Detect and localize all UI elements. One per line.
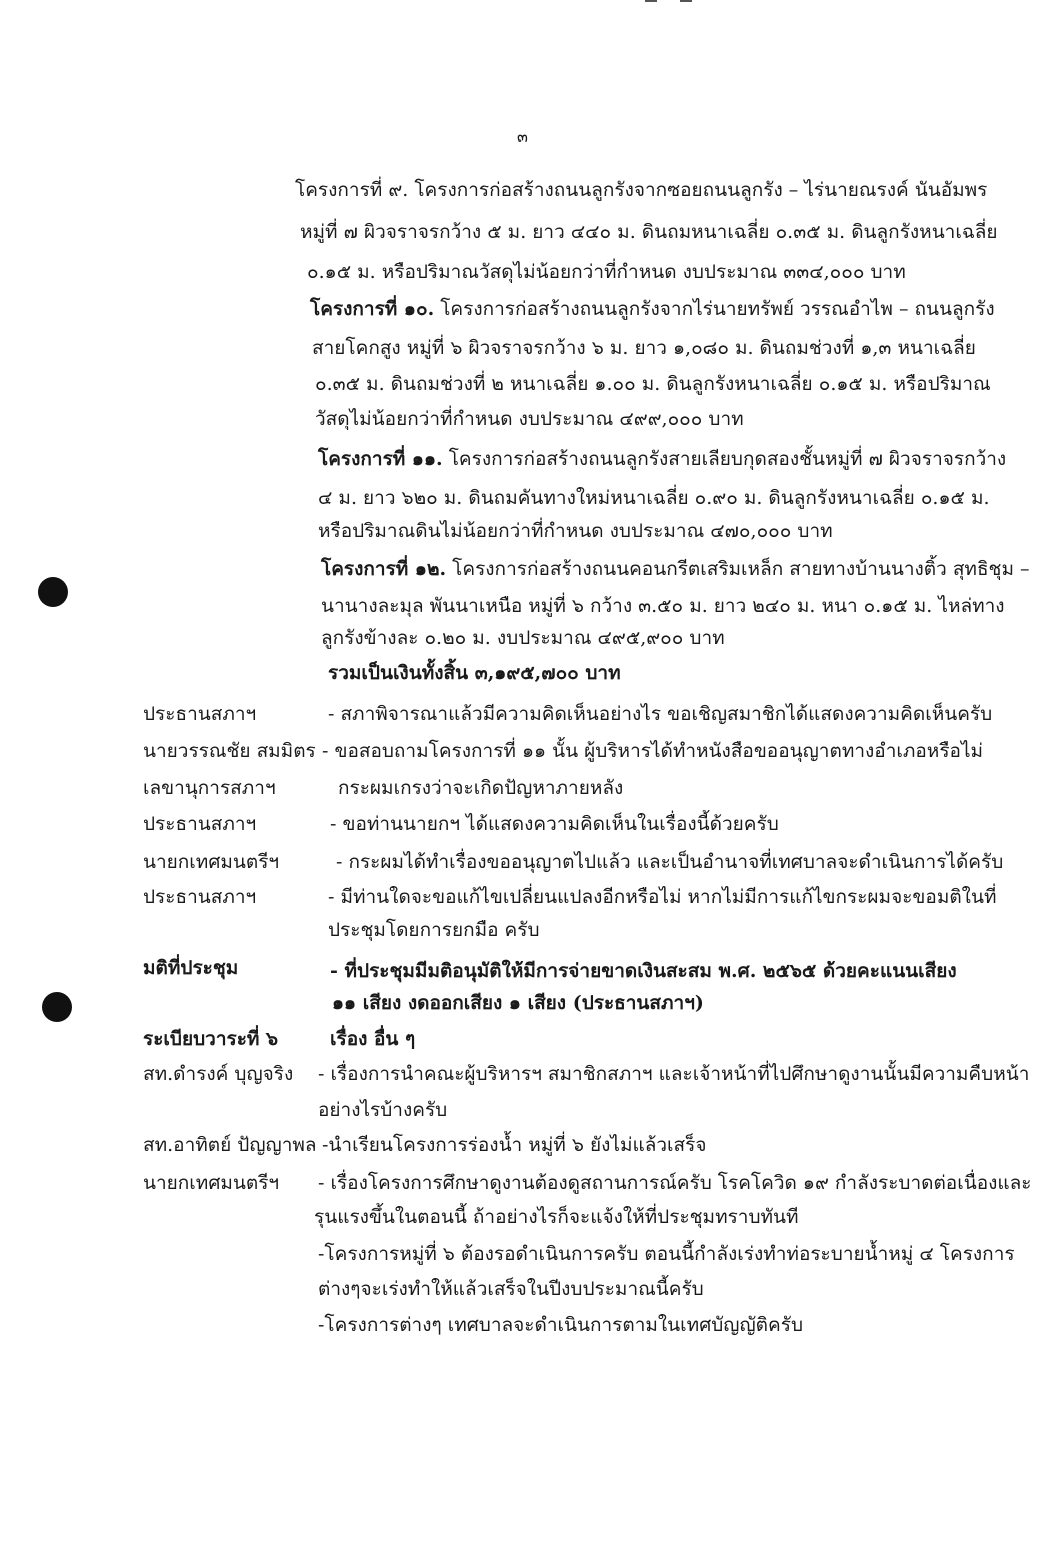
- page-number: ๓: [517, 127, 528, 146]
- resolution-text: - ที่ประชุมมีมติอนุมัติให้มีการจ่ายขาดเงินสะสม พ.ศ. ๒๕๖๕ ด้วยคะแนนเสียง: [330, 960, 957, 982]
- project-10-label: โครงการที่ ๑๐.: [310, 298, 435, 320]
- project-12-line-1: [321, 560, 1030, 579]
- resolution-text: ๑๑ เสียง งดออกเสียง ๑ เสียง (ประธานสภาฯ): [332, 992, 704, 1014]
- speaker-mayor: นายกเทศมนตรีฯ: [143, 851, 280, 873]
- scan-mark: [680, 0, 692, 2]
- punch-hole-lower: [42, 992, 72, 1022]
- statement-text: -โครงการหมู่ที่ ๖ ต้องรอดำเนินการครับ ตอนนี้กำลังเร่งทำท่อระบายน้ำหมู่ ๔ โครงการ: [318, 1243, 1015, 1265]
- statement-text: - มีท่านใดจะขอแก้ไขเปลี่ยนแปลงอีกหรือไม่ หากไม่มีการแก้ไขกระผมจะขอมติในที่: [328, 886, 997, 908]
- project-10-title: โครงการก่อสร้างถนนลูกรังจากไร่นายทรัพย์ วรรณอำไพ – ถนนลูกรัง: [434, 298, 995, 320]
- project-10-line-4: วัสดุไม่น้อยกว่าที่กำหนด งบประมาณ ๔๙๙,๐๐๐ บาท: [315, 408, 744, 430]
- statement-text: - สภาพิจารณาแล้วมีความคิดเห็นอย่างไร ขอเชิญสมาชิกได้แสดงความคิดเห็นครับ: [328, 703, 993, 725]
- project-11-title: โครงการก่อสร้างถนนลูกรังสายเลียบกุดสองชั้นหมู่ที่ ๗ ผิวจราจรกว้าง: [442, 448, 1007, 470]
- punch-hole-upper: [38, 577, 68, 607]
- agenda-item-6-label: ระเบียบวาระที่ ๖: [143, 1028, 279, 1050]
- project-9-line-1: [295, 181, 987, 200]
- speaker-athit: สท.อาทิตย์ ปัญญาพล: [143, 1134, 317, 1156]
- project-10-line-1: [310, 300, 995, 319]
- statement-text: รุนแรงขึ้นในตอนนี้ ถ้าอย่างไรก็จะแจ้งให้ที่ประชุมทราบทันที: [314, 1206, 799, 1228]
- statement-text: - กระผมได้ทำเรื่องขออนุญาตไปแล้ว และเป็นอำนาจที่เทศบาลจะดำเนินการได้ครับ: [336, 851, 1004, 873]
- project-11-line-3: หรือปริมาณดินไม่น้อยกว่าที่กำหนด งบประมาณ ๔๗๐,๐๐๐ บาท: [318, 520, 833, 542]
- project-11-line-1: [318, 450, 1006, 469]
- speaker-council-chair: ประธานสภาฯ: [143, 703, 257, 725]
- agenda-item-6-title: เรื่อง อื่น ๆ: [330, 1028, 416, 1050]
- speaker-council-secretary: เลขานุการสภาฯ: [143, 777, 276, 799]
- statement-text: กระผมเกรงว่าจะเกิดปัญหาภายหลัง: [338, 777, 624, 799]
- statement-text: - ขอท่านนายกฯ ได้แสดงความคิดเห็นในเรื่องนี้ด้วยครับ: [330, 813, 779, 835]
- project-9-line-3: ๐.๑๕ ม. หรือปริมาณวัสดุไม่น้อยกว่าที่กำหนด งบประมาณ ๓๓๔,๐๐๐ บาท: [307, 261, 906, 283]
- project-12-line-3: ลูกรังข้างละ ๐.๒๐ ม. งบประมาณ ๔๙๕,๙๐๐ บาท: [321, 627, 725, 649]
- statement-text: อย่างไรบ้างครับ: [318, 1099, 448, 1121]
- meeting-resolution-label: มติที่ประชุม: [143, 957, 239, 979]
- project-10-line-3: ๐.๓๕ ม. ดินถมช่วงที่ ๒ หนาเฉลี่ย ๑.๐๐ ม. ดินลูกรังหนาเฉลี่ย ๐.๑๕ ม. หรือปริมาณ: [315, 373, 991, 395]
- speaker-council-chair: ประธานสภาฯ: [143, 813, 257, 835]
- project-12-line-2: นานางละมุล พันนาเหนือ หมู่ที่ ๖ กว้าง ๓.๕๐ ม. ยาว ๒๔๐ ม. หนา ๐.๑๕ ม. ไหล่ทาง: [321, 595, 1005, 617]
- speaker-council-chair: ประธานสภาฯ: [143, 886, 257, 908]
- scan-mark: [645, 0, 657, 2]
- speaker-mayor: นายกเทศมนตรีฯ: [143, 1172, 280, 1194]
- speaker-damrong: สท.ดำรงค์ บุญจริง: [143, 1063, 294, 1085]
- statement-text: - เรื่องการนำคณะผู้บริหารฯ สมาชิกสภาฯ และเจ้าหน้าที่ไปศึกษาดูงานนั้นมีความคืบหน้า: [318, 1063, 1030, 1085]
- statement-text: ประชุมโดยการยกมือ ครับ: [328, 919, 540, 941]
- statement-text: - ขอสอบถามโครงการที่ ๑๑ นั้น ผู้บริหารได้ทำหนังสือขออนุญาตทางอำเภอหรือไม่: [322, 740, 984, 762]
- speaker-wannachai: นายวรรณชัย สมมิตร: [143, 740, 316, 762]
- project-9-label: โครงการที่ ๙.: [295, 179, 409, 201]
- statement-text: -โครงการต่างๆ เทศบาลจะดำเนินการตามในเทศบัญญัติครับ: [318, 1314, 804, 1336]
- budget-total: รวมเป็นเงินทั้งสิ้น ๓,๑๙๕,๗๐๐ บาท: [328, 662, 621, 684]
- project-11-line-2: ๔ ม. ยาว ๖๒๐ ม. ดินถมคันทางใหม่หนาเฉลี่ย ๐.๙๐ ม. ดินลูกรังหนาเฉลี่ย ๐.๑๕ ม.: [318, 487, 990, 509]
- statement-text: - เรื่องโครงการศึกษาดูงานต้องดูสถานการณ์ครับ โรคโควิด ๑๙ กำลังระบาดต่อเนื่องและ: [318, 1172, 1032, 1194]
- statement-text: ต่างๆจะเร่งทำให้แล้วเสร็จในปีงบประมาณนี้ครับ: [318, 1278, 704, 1300]
- project-11-label: โครงการที่ ๑๑.: [318, 448, 443, 470]
- statement-text: -นำเรียนโครงการร่องน้ำ หมู่ที่ ๖ ยังไม่แล้วเสร็จ: [322, 1134, 707, 1156]
- project-9-line-2: หมู่ที่ ๗ ผิวจราจรกว้าง ๕ ม. ยาว ๔๔๐ ม. ดินถมหนาเฉลี่ย ๐.๓๕ ม. ดินลูกรังหนาเฉลี่ย: [300, 221, 998, 243]
- project-12-label: โครงการที่ ๑๒.: [321, 558, 447, 580]
- project-12-title: โครงการก่อสร้างถนนคอนกรีตเสริมเหล็ก สายทางบ้านนางติ้ว สุทธิชุม –: [446, 558, 1030, 580]
- project-10-line-2: สายโคกสูง หมู่ที่ ๖ ผิวจราจรกว้าง ๖ ม. ยาว ๑,๐๘๐ ม. ดินถมช่วงที่ ๑,๓ หนาเฉลี่ย: [312, 337, 976, 359]
- project-9-title: โครงการก่อสร้างถนนลูกรังจากซอยถนนลูกรัง – ไร่นายณรงค์ นันอัมพร: [408, 179, 988, 201]
